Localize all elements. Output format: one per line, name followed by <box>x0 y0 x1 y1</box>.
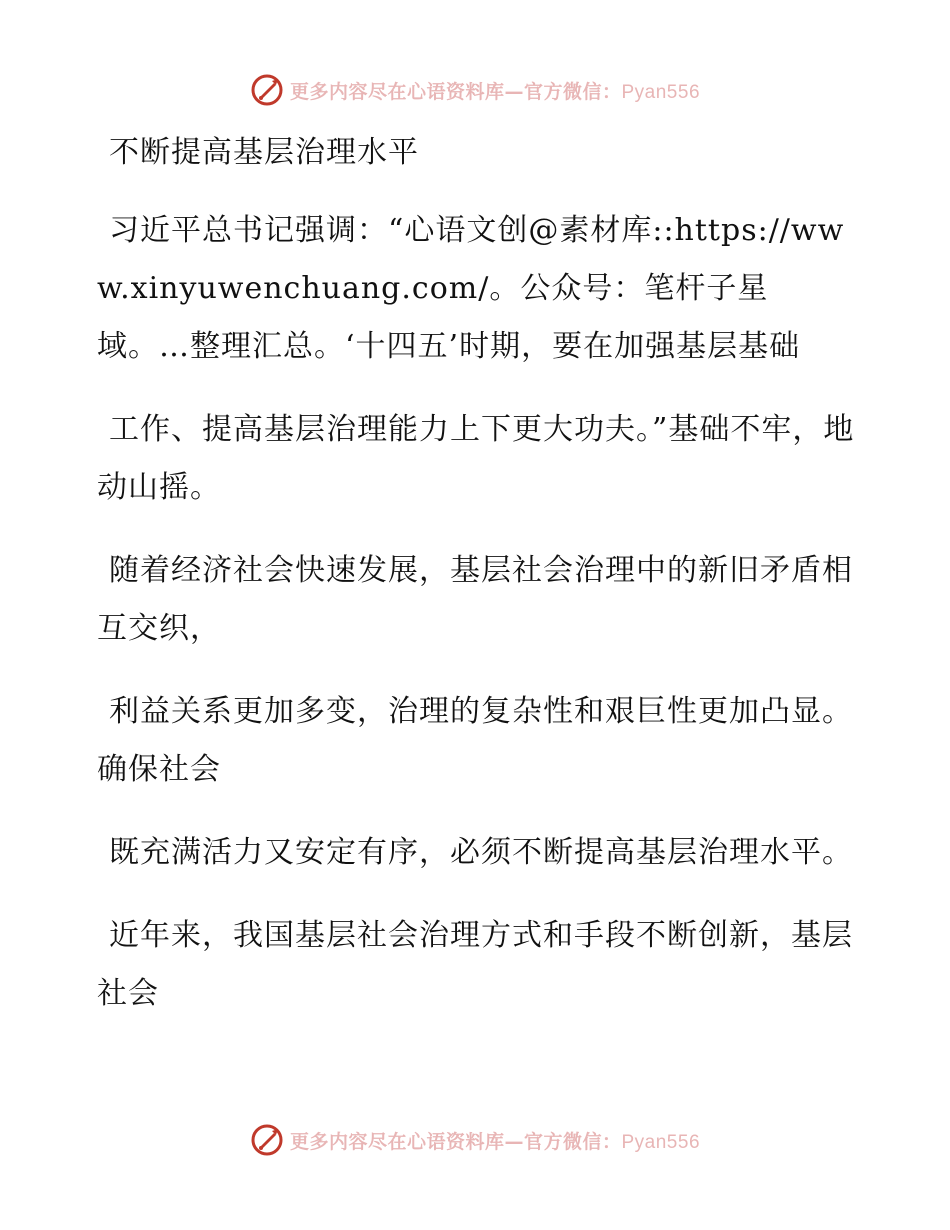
paragraph-4: 利益关系更加多变，治理的复杂性和艰巨性更加凸显。确保社会 <box>97 694 853 787</box>
paragraph-6: 近年来，我国基层社会治理方式和手段不断创新，基层社会 <box>97 918 853 1011</box>
paragraph-3: 随着经济社会快速发展，基层社会治理中的新旧矛盾相互交织， <box>97 553 853 646</box>
quill-seal-icon <box>250 73 284 107</box>
watermark-text <box>290 77 700 104</box>
paragraph-5: 既充满活力又安定有序，必须不断提高基层治理水平。 <box>109 835 853 870</box>
footer-watermark <box>0 1120 950 1160</box>
watermark-main-text: 更多内容尽在心语资料库—官方微信： <box>289 1130 622 1153</box>
quill-seal-icon <box>250 1123 284 1157</box>
paragraph-1: 习近平总书记强调：“心语文创@素材库::https://www.xinyuwenchuang.com/。公众号：笔杆子星域。…整理汇总。‘十四五’时期，要在加强基层基础 <box>97 213 845 364</box>
watermark-text <box>290 1127 700 1154</box>
header-watermark <box>0 70 950 110</box>
watermark-wechat-id: Pyan556 <box>621 81 701 103</box>
watermark-wechat-id: Pyan556 <box>621 1131 701 1153</box>
document-title: 不断提高基层治理水平 <box>109 135 419 170</box>
watermark-main-text: 更多内容尽在心语资料库—官方微信： <box>289 80 622 103</box>
paragraph-2: 工作、提高基层治理能力上下更大功夫。”基础不牢，地动山摇。 <box>97 412 855 505</box>
document-body <box>97 124 857 1048</box>
